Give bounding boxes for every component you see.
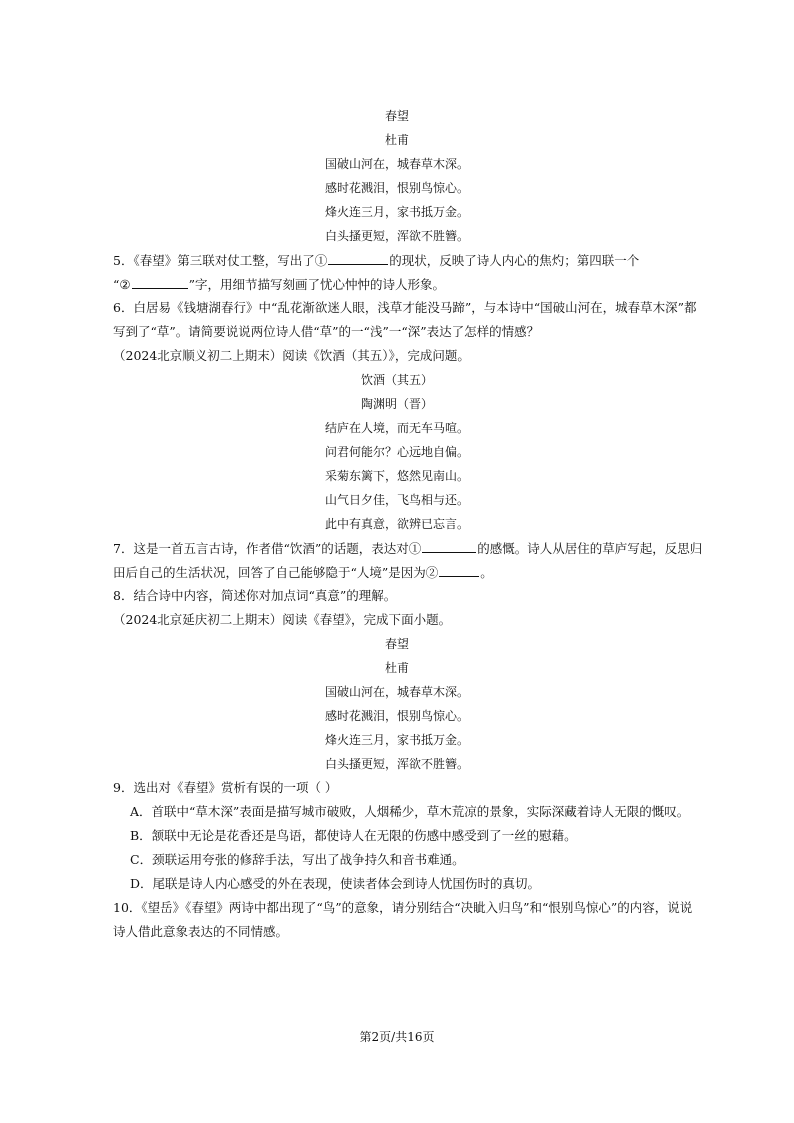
poem1-line-1: 国破山河在，城春草木深。 bbox=[324, 157, 469, 171]
poem3-line-2: 感时花溅泪，恨别鸟惊心。 bbox=[324, 709, 469, 723]
q7-text-b: 的感慨。诗人从居住的草庐写起，反思归 bbox=[477, 541, 703, 556]
poem1-line-2: 感时花溅泪，恨别鸟惊心。 bbox=[324, 181, 469, 195]
poem2-title: 饮酒（其五） bbox=[360, 373, 433, 387]
poem3-line-4: 白头搔更短，浑欲不胜簪。 bbox=[324, 757, 469, 771]
q9-option-b[interactable]: B．颔联中无论是花香还是鸟语，都使诗人在无限的伤感中感受到了一丝的慰藉。 bbox=[130, 828, 577, 843]
q7-text-a: 7．这是一首五言古诗，作者借“饮酒”的话题，表达对① bbox=[113, 541, 422, 556]
section-intro-3: （2024北京延庆初二上期末）阅读《春望》，完成下面小题。 bbox=[113, 612, 452, 627]
answer-blank[interactable] bbox=[422, 540, 476, 553]
question-6-line-2: 写到了“草”。请简要说说两位诗人借“草”的一“浅”一“深”表达了怎样的情感？ bbox=[113, 324, 540, 339]
poem1-line-3: 烽火连三月，家书抵万金。 bbox=[324, 205, 469, 219]
poem2-line-1: 结庐在人境，而无车马喧。 bbox=[324, 421, 469, 435]
poem1-author: 杜甫 bbox=[384, 133, 409, 147]
poem3-author: 杜甫 bbox=[384, 661, 409, 675]
section-intro-2: （2024北京顺义初二上期末）阅读《饮酒（其五）》，完成问题。 bbox=[113, 348, 470, 363]
question-7-line-2 bbox=[113, 564, 698, 581]
poem1-line-4: 白头搔更短，浑欲不胜簪。 bbox=[324, 229, 469, 243]
q5-text-c: “② bbox=[113, 277, 131, 292]
q5-text-b: 的现状，反映了诗人内心的焦灼；第四联一个 bbox=[389, 253, 640, 268]
poem2-line-5: 此中有真意，欲辨已忘言。 bbox=[324, 517, 469, 531]
question-6-line-1: 6．白居易《钱塘湖春行》中“乱花渐欲迷人眼，浅草才能没马蹄”，与本诗中“国破山河在，城春草木深”都 bbox=[113, 300, 697, 315]
poem2-author: 陶渊明（晋） bbox=[360, 397, 433, 411]
q7-text-c: 田后自己的生活状况，回答了自己能够隐于“人境”是因为② bbox=[113, 565, 439, 580]
answer-blank[interactable] bbox=[328, 252, 388, 265]
page-number: 第2页/共16页 bbox=[359, 1030, 435, 1044]
poem2-line-2: 问君何能尔？心远地自偏。 bbox=[324, 445, 469, 459]
poem3-title: 春望 bbox=[384, 637, 409, 651]
question-8: 8．结合诗中内容，简述你对加点词“真意”的理解。 bbox=[113, 588, 397, 603]
question-10-line-1: 10．《望岳》《春望》两诗中都出现了“鸟”的意象，请分别结合“决眦入归鸟”和“恨别鸟惊心”的内容，说说 bbox=[113, 900, 693, 915]
question-9-stem: 9．选出对《春望》赏析有误的一项（ ） bbox=[113, 780, 338, 795]
q5-text-a: 5．《春望》第三联对仗工整，写出了① bbox=[113, 253, 328, 268]
question-7-line-1 bbox=[113, 540, 703, 557]
poem2-line-4: 山气日夕佳，飞鸟相与还。 bbox=[324, 493, 469, 507]
q5-text-d: ”字，用细节描写刻画了忧心忡忡的诗人形象。 bbox=[188, 277, 446, 292]
poem3-line-1: 国破山河在，城春草木深。 bbox=[324, 685, 469, 699]
answer-blank[interactable] bbox=[439, 564, 479, 577]
q9-option-c[interactable]: C．颈联运用夸张的修辞手法，写出了战争持久和音书难通。 bbox=[130, 852, 465, 867]
q7-text-d: 。 bbox=[480, 565, 493, 580]
q9-option-a[interactable]: A．首联中“草木深”表面是描写城市破败，人烟稀少，草木荒凉的景象，实际深藏着诗人无限的慨叹。 bbox=[130, 804, 690, 819]
q9-option-d[interactable]: D．尾联是诗人内心感受的外在表现，使读者体会到诗人忧国伤时的真切。 bbox=[130, 876, 541, 891]
poem2-line-3: 采菊东篱下，悠然见南山。 bbox=[324, 469, 469, 483]
poem1-title: 春望 bbox=[384, 109, 409, 123]
poem3-line-3: 烽火连三月，家书抵万金。 bbox=[324, 733, 469, 747]
question-10-line-2: 诗人借此意象表达的不同情感。 bbox=[113, 924, 289, 939]
answer-blank[interactable] bbox=[132, 276, 188, 289]
question-5-line-2 bbox=[113, 276, 698, 293]
question-5-line-1 bbox=[113, 252, 698, 269]
